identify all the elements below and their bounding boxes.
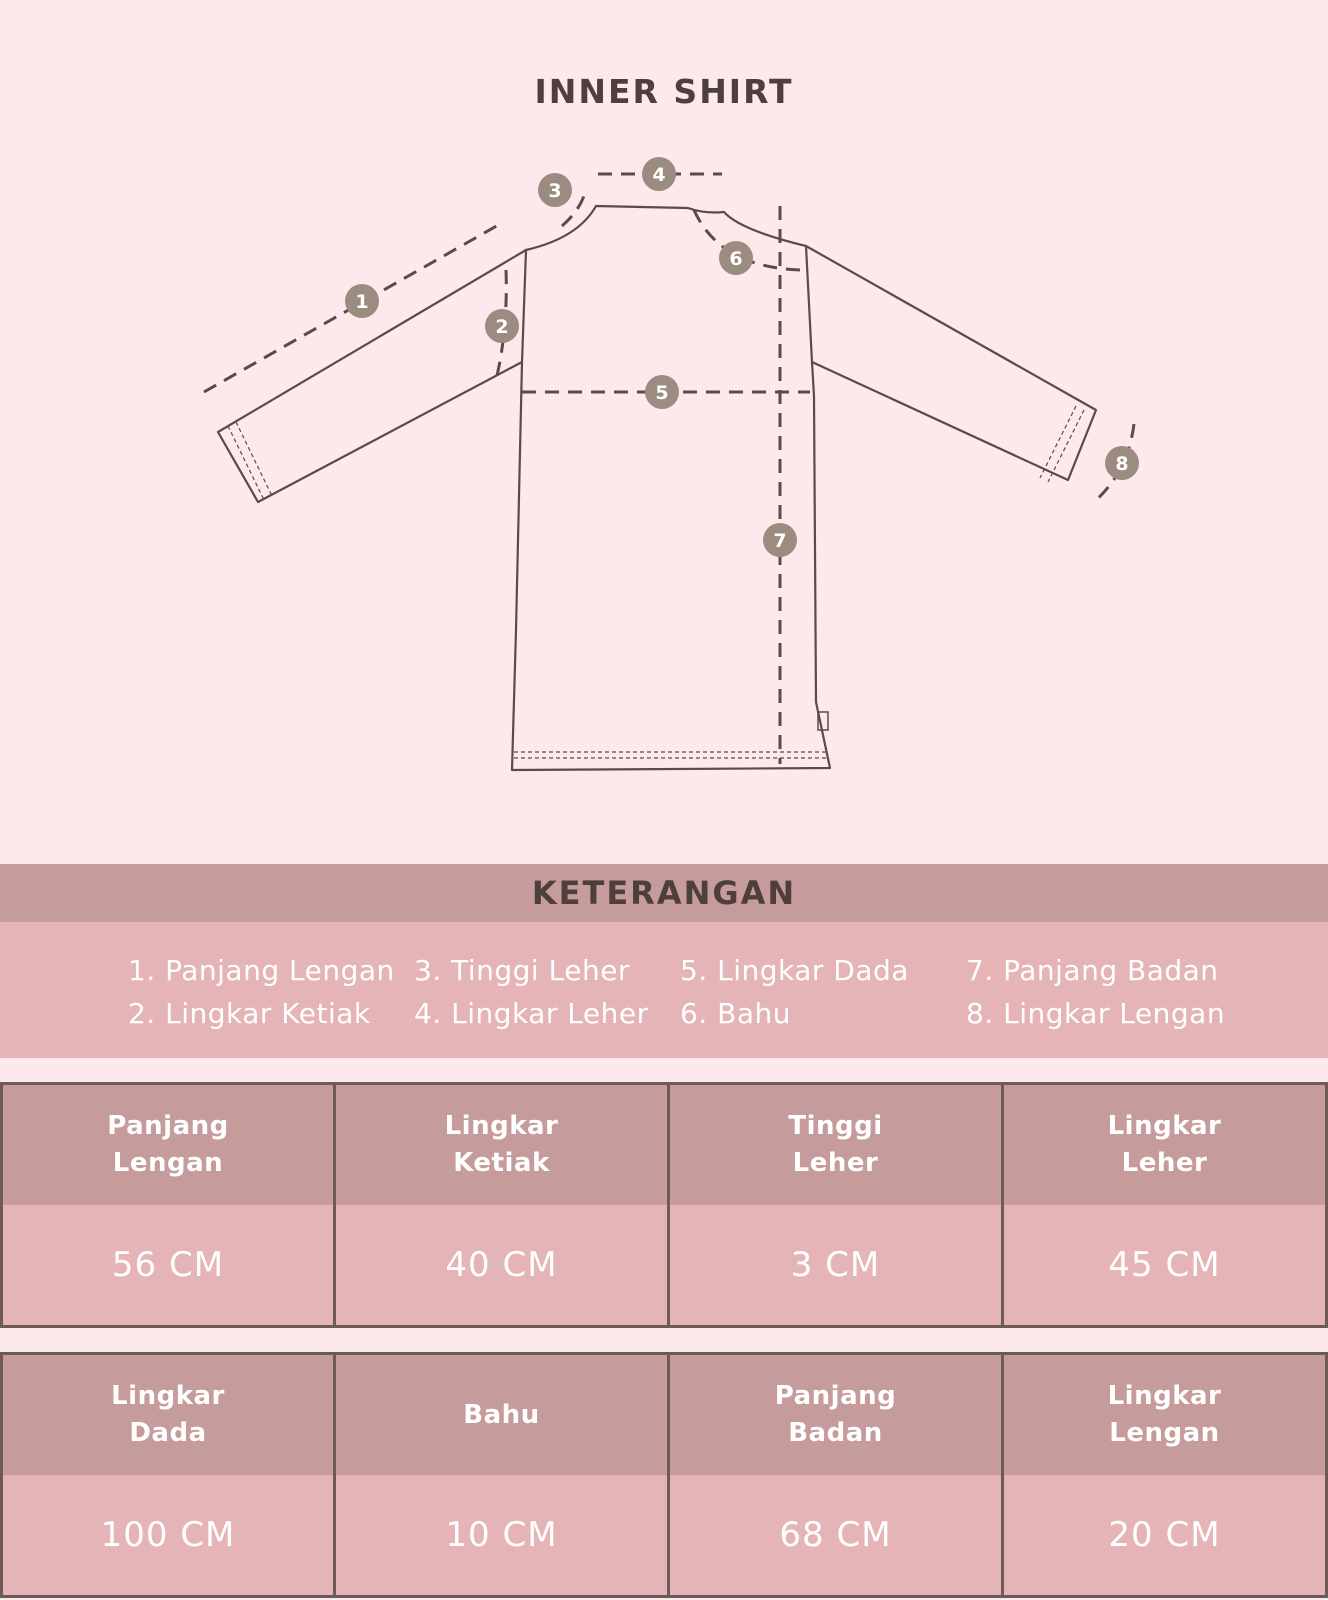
marker-6 — [719, 241, 753, 275]
table-value-cell: 20 CM — [1004, 1475, 1325, 1595]
table-header-cell: Lingkar Leher — [1004, 1085, 1325, 1205]
svg-text:6: 6 — [729, 248, 743, 270]
size-table-1 — [0, 1082, 1328, 1328]
legend-item: 6. Bahu — [680, 997, 791, 1030]
table-header-cell: Panjang Lengan — [3, 1085, 333, 1205]
table-value-cell: 40 CM — [336, 1205, 667, 1325]
legend-item: 7. Panjang Badan — [966, 954, 1219, 987]
table-value-cell: 100 CM — [3, 1475, 333, 1595]
svg-text:4: 4 — [652, 164, 666, 186]
marker-2 — [485, 309, 519, 343]
left-cuff-stitch-2 — [236, 422, 272, 496]
table-header-cell: Lingkar Dada — [3, 1355, 333, 1475]
table-header-cell: Tinggi Leher — [670, 1085, 1001, 1205]
legend-item: 2. Lingkar Ketiak — [128, 997, 371, 1030]
svg-text:3: 3 — [548, 180, 562, 202]
marker-5 — [645, 375, 679, 409]
marker-3 — [538, 173, 572, 207]
table-value-cell: 3 CM — [670, 1205, 1001, 1325]
svg-text:7: 7 — [773, 530, 787, 552]
legend-item: 3. Tinggi Leher — [414, 954, 630, 987]
marker-4 — [642, 157, 676, 191]
table-header-cell: Panjang Badan — [670, 1355, 1001, 1475]
marker-1 — [345, 284, 379, 318]
left-cuff-stitch — [228, 426, 264, 500]
page-title: INNER SHIRT — [534, 72, 794, 111]
table-value-cell: 56 CM — [3, 1205, 333, 1325]
left-armhole-line — [522, 250, 526, 362]
right-cuff-stitch — [1048, 410, 1084, 482]
legend-item: 4. Lingkar Leher — [414, 997, 649, 1030]
table-value-cell: 68 CM — [670, 1475, 1001, 1595]
table-header-cell: Bahu — [336, 1355, 667, 1475]
svg-text:8: 8 — [1115, 453, 1129, 475]
legend-item: 5. Lingkar Dada — [680, 954, 909, 987]
table-value-cell: 10 CM — [336, 1475, 667, 1595]
keterangan-heading: KETERANGAN — [0, 864, 1328, 922]
size-table-2 — [0, 1352, 1328, 1598]
table-header-cell: Lingkar Ketiak — [336, 1085, 667, 1205]
marker-8 — [1105, 446, 1139, 480]
right-armhole-line — [806, 246, 812, 362]
legend-item: 1. Panjang Lengan — [128, 954, 395, 987]
legend-item: 8. Lingkar Lengan — [966, 997, 1226, 1030]
svg-text:2: 2 — [495, 316, 509, 338]
svg-text:5: 5 — [655, 382, 669, 404]
right-cuff-stitch-2 — [1040, 406, 1076, 478]
table-header-cell: Lingkar Lengan — [1004, 1355, 1325, 1475]
table-value-cell: 45 CM — [1004, 1205, 1325, 1325]
svg-text:1: 1 — [355, 291, 369, 313]
marker-7 — [763, 523, 797, 557]
keterangan-legend — [0, 922, 1328, 1058]
